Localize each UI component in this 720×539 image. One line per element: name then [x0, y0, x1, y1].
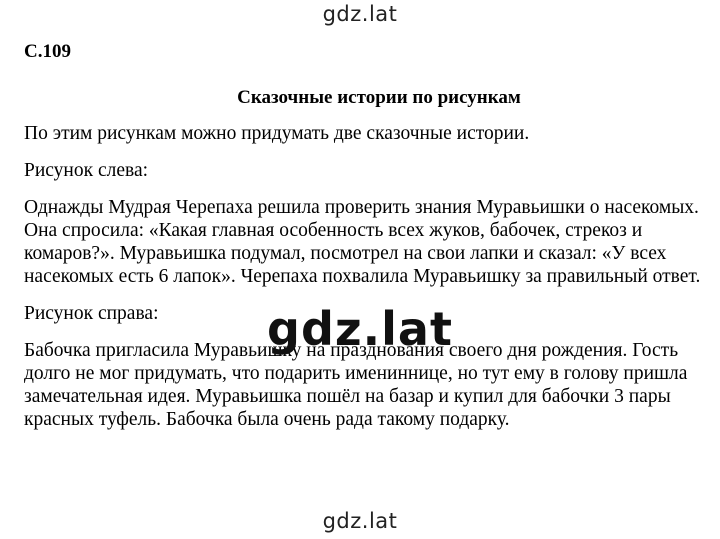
watermark-top: gdz.lat [322, 2, 398, 26]
watermark-middle: gdz.lat [267, 302, 453, 356]
paragraph-right-picture-story: Бабочка пригласила Муравьишку на празднования своего дня рождения. Гость долго не мог придумать, что подарить имениннице, но тут ему в голову пришла замечательная идея. Муравьишка пошёл на базар и купил для бабочки 3 пары красных туфель. Бабочка была очень рада такому подарку. [24, 340, 688, 430]
page-number: С.109 [24, 41, 71, 62]
page-title: Сказочные истории по рисункам [237, 87, 521, 108]
paragraph-left-picture-heading: Рисунок слева: [24, 160, 149, 181]
paragraph-left-picture-story: Однажды Мудрая Черепаха решила проверить знания Муравьишки о насекомых. Она спросила: «Какая главная особенность всех жуков, бабочек, стрекоз и комаров?». Муравьишка подумал, посмотрел на свои лапки и сказал: «У всех насекомых есть 6 лапок». Черепаха похвалила Муравьишку за правильный ответ. [24, 197, 701, 287]
paragraph-right-picture-heading: Рисунок справа: [24, 303, 159, 324]
watermark-bottom: gdz.lat [322, 509, 398, 533]
paragraph-intro: По этим рисункам можно придумать две сказочные истории. [24, 123, 530, 144]
document-body [24, 40, 704, 445]
